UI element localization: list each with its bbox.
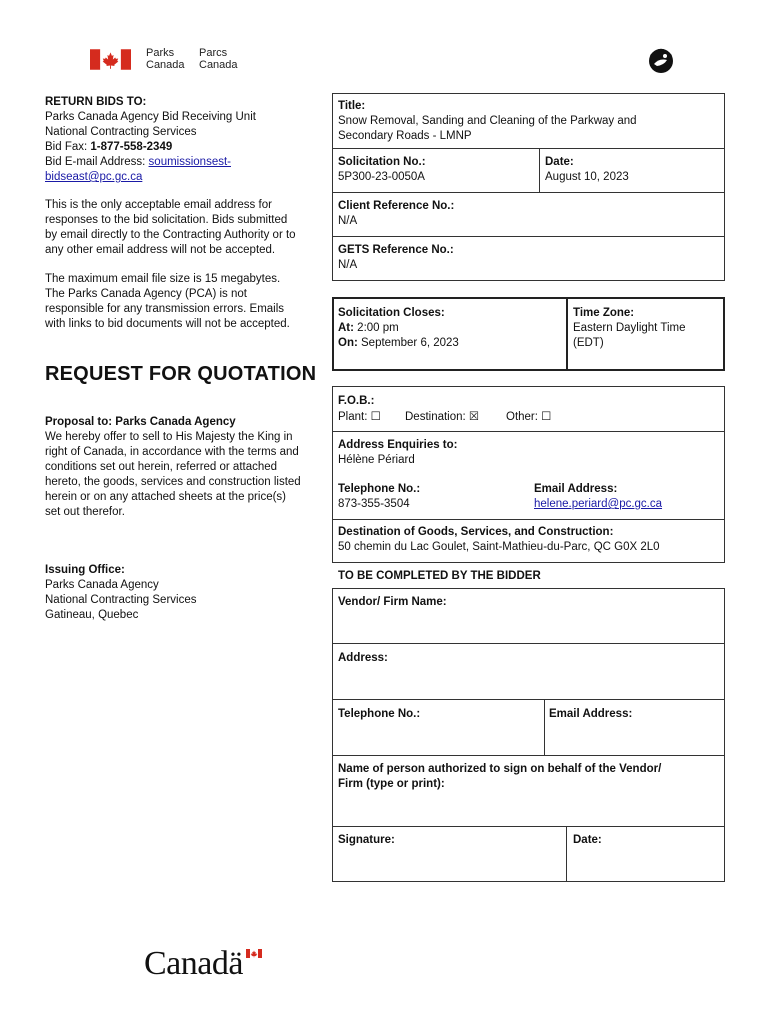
size-line: responsible for any transmission errors. Emails [45, 303, 285, 315]
bid-email-cont [45, 170, 335, 185]
authorized-person-label-2: Firm (type or print): [338, 778, 445, 790]
proposal-heading: Proposal to: Parks Canada Agency [45, 416, 236, 428]
bid-email-link-part2[interactable]: bidseast@pc.gc.ca [45, 171, 143, 183]
divider [332, 519, 725, 520]
return-bids-section [45, 95, 335, 185]
proposal-line: herein or on any attached sheets at the price(s) [45, 491, 287, 503]
bid-email [45, 155, 335, 170]
divider [332, 431, 725, 432]
divider [332, 826, 725, 827]
notice-line: by email directly to the Contracting Authority or to [45, 229, 296, 241]
destination-field [338, 525, 722, 555]
proposal-line: We hereby offer to sell to His Majesty the King in [45, 431, 293, 443]
return-bids-line2: National Contracting Services [45, 126, 197, 138]
fob-destination-checkbox[interactable]: Destination: ☒ [405, 411, 480, 423]
proposal-line: set out therefor. [45, 506, 125, 518]
authorized-person-label-1: Name of person authorized to sign on behalf of the Vendor/ [338, 763, 662, 775]
issuing-office-heading: Issuing Office: [45, 564, 125, 576]
issuing-office-line: National Contracting Services [45, 594, 197, 606]
notice-line: responses to the bid solicitation. Bids submitted [45, 214, 288, 226]
issuing-office-line: Parks Canada Agency [45, 579, 159, 591]
contact-phone-value: 873-355-3504 [338, 498, 410, 510]
bid-fax [45, 140, 335, 155]
destination-value: 50 chemin du Lac Goulet, Saint-Mathieu-du-Parc, QC G0X 2L0 [338, 541, 660, 553]
proposal-line: conditions set out herein, referred or attached [45, 461, 278, 473]
contact-email-link[interactable]: helene.periard@pc.gc.ca [534, 498, 663, 510]
divider [566, 297, 568, 371]
title-label: Title: [338, 100, 366, 112]
notice-line: any other email address will not be accepted. [45, 244, 276, 256]
gets-reference-value: N/A [338, 259, 358, 271]
divider [332, 643, 725, 644]
client-reference-label: Client Reference No.: [338, 200, 455, 212]
time-zone-field [573, 306, 723, 351]
divider [332, 755, 725, 756]
date-field [545, 155, 721, 185]
file-size-paragraph [45, 272, 335, 332]
signature-field[interactable]: Signature: [338, 834, 395, 846]
logo-text-fr-2: Canada [199, 59, 238, 71]
date-label: Date: [545, 156, 574, 168]
vendor-address-field[interactable]: Address: [338, 652, 388, 664]
time-zone-value-1: Eastern Daylight Time [573, 322, 686, 334]
logo-text-english [146, 47, 185, 71]
signature-date-field[interactable]: Date: [573, 834, 602, 846]
solicitation-closes-field [338, 306, 564, 351]
client-reference-field [338, 199, 720, 229]
fob-other-checkbox[interactable]: Other: ☐ [506, 411, 552, 423]
logo-text-en-2: Canada [146, 59, 185, 71]
logo-text-en-1: Parks [146, 47, 175, 59]
vendor-email-field[interactable]: Email Address: [549, 708, 633, 720]
solicitation-closes-label: Solicitation Closes: [338, 307, 445, 319]
size-line: with links to bid documents will not be accepted. [45, 318, 290, 330]
proposal-line: hereto, the goods, services and construction listed [45, 476, 301, 488]
fob-field [338, 394, 720, 409]
enquiries-value: Hélène Périard [338, 454, 415, 466]
contact-phone-field [338, 482, 528, 512]
title-value-line2: Secondary Roads - LMNP [338, 130, 472, 142]
divider [544, 699, 545, 755]
enquiries-label: Address Enquiries to: [338, 439, 458, 451]
beaver-emblem-icon [645, 44, 677, 76]
authorized-person-field[interactable] [338, 762, 722, 792]
date-value: August 10, 2023 [545, 171, 629, 183]
contact-email-label: Email Address: [534, 483, 618, 495]
size-line: The Parks Canada Agency (PCA) is not [45, 288, 247, 300]
bid-fax-value: 1-877-558-2349 [90, 141, 173, 153]
closes-on [338, 336, 564, 351]
canada-flag-logo [90, 49, 131, 70]
enquiries-field [338, 438, 720, 468]
return-bids-line1: Parks Canada Agency Bid Receiving Unit [45, 111, 256, 123]
bidder-section-heading: TO BE COMPLETED BY THE BIDDER [338, 570, 541, 582]
proposal-section [45, 415, 335, 520]
time-zone-label: Time Zone: [573, 307, 635, 319]
logo-text-fr-1: Parcs [199, 47, 228, 59]
gets-reference-label: GETS Reference No.: [338, 244, 454, 256]
email-notice-paragraph [45, 198, 335, 258]
logo-text-french [199, 47, 238, 71]
return-bids-heading: RETURN BIDS TO: [45, 96, 147, 108]
page-title: REQUEST FOR QUOTATION [45, 363, 317, 385]
divider [539, 148, 540, 192]
issuing-office-line: Gatineau, Quebec [45, 609, 139, 621]
title-field [338, 99, 720, 144]
contact-email-field [534, 482, 722, 512]
notice-line: This is the only acceptable email address for [45, 199, 272, 211]
canada-wordmark-flag-icon [246, 949, 262, 958]
closes-on-label: On: [338, 337, 361, 349]
proposal-line: right of Canada, in accordance with the terms and [45, 446, 299, 458]
divider [332, 192, 725, 193]
contact-phone-label: Telephone No.: [338, 483, 421, 495]
divider [332, 699, 725, 700]
divider [566, 826, 567, 882]
closes-at-label: At: [338, 322, 358, 334]
bid-email-link-part1[interactable]: soumissionsest- [148, 156, 231, 168]
time-zone-value-2: (EDT) [573, 337, 604, 349]
vendor-telephone-field[interactable]: Telephone No.: [338, 708, 421, 720]
canada-wordmark: Canadä [144, 945, 243, 982]
size-line: The maximum email file size is 15 megabytes. [45, 273, 281, 285]
issuing-office-section [45, 563, 335, 623]
closes-at [338, 321, 564, 336]
closes-at-value: 2:00 pm [357, 322, 399, 334]
divider [332, 148, 725, 149]
client-reference-value: N/A [338, 215, 358, 227]
gets-reference-field [338, 243, 720, 273]
bid-fax-label: Bid Fax: [45, 141, 91, 153]
fob-label: F.O.B.: [338, 395, 375, 407]
solicitation-number-field [338, 155, 536, 185]
bid-email-label: Bid E-mail Address: [45, 156, 149, 168]
vendor-name-field[interactable]: Vendor/ Firm Name: [338, 596, 447, 608]
closes-on-value: September 6, 2023 [361, 337, 459, 349]
fob-plant-checkbox[interactable]: Plant: ☐ [338, 411, 381, 423]
divider [332, 236, 725, 237]
solicitation-number-label: Solicitation No.: [338, 156, 426, 168]
destination-label: Destination of Goods, Services, and Construction: [338, 526, 614, 538]
title-value-line1: Snow Removal, Sanding and Cleaning of the Parkway and [338, 115, 637, 127]
solicitation-number-value: 5P300-23-0050A [338, 171, 425, 183]
